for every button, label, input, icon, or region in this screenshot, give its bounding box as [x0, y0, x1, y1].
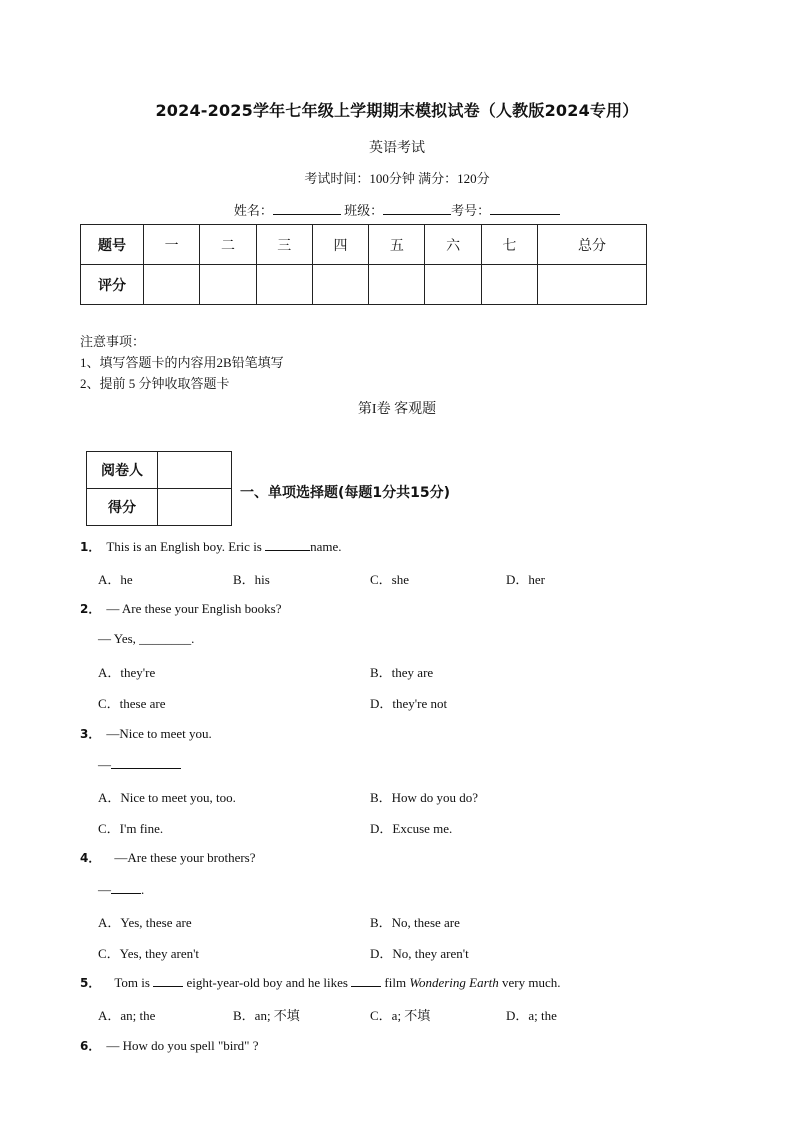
option-b[interactable]: B．an; 不填: [233, 1008, 300, 1023]
name-label: 姓名：: [233, 203, 273, 218]
notes-heading: 注意事项：: [80, 334, 146, 349]
answer-blank: [111, 756, 181, 769]
score-cell[interactable]: [200, 265, 256, 305]
exam-title: 2024-2025学年七年级上学期期末模拟试卷（人教版2024专用）: [155, 101, 639, 120]
option-d[interactable]: D．her: [506, 572, 545, 587]
option-b[interactable]: B．No, these are: [370, 915, 460, 930]
option-b[interactable]: B．How do you do?: [370, 790, 478, 805]
part-one-title: 一、单项选择题(每题1分共15分): [240, 485, 451, 501]
score-col-3: 三: [256, 225, 312, 265]
score-table-score-row: [81, 265, 647, 305]
score-cell[interactable]: [538, 265, 647, 305]
option-d[interactable]: D．No, they aren't: [370, 946, 469, 961]
notes: [80, 331, 284, 394]
reviewer-label: 阅卷人: [87, 452, 158, 489]
name-blank[interactable]: [273, 202, 341, 215]
class-label: 班级：: [344, 203, 384, 218]
section-title: 第I卷 客观题: [357, 402, 437, 417]
question-stem: — Are these your English books?: [106, 601, 282, 616]
score-label: 得分: [87, 489, 158, 526]
option-a[interactable]: A．an; the: [98, 1008, 156, 1023]
option-b[interactable]: B．his: [233, 572, 270, 587]
dash: —: [98, 757, 111, 772]
answer-blank: [111, 881, 141, 894]
score-col-7: 七: [481, 225, 537, 265]
answer-line: — .: [98, 882, 145, 897]
question-stem: eight-year-old boy and he likes: [183, 975, 352, 990]
answer-blank: [265, 538, 310, 551]
exam-subject: 英语考试: [369, 140, 425, 156]
option-a[interactable]: A．they're: [98, 665, 156, 680]
question-number: 5．: [80, 976, 101, 990]
option-a[interactable]: A．Yes, these are: [98, 915, 192, 930]
question-stem: —Are these your brothers?: [114, 850, 256, 865]
score-col-5: 五: [369, 225, 425, 265]
reviewer-cell[interactable]: [158, 452, 232, 489]
score-cell[interactable]: [425, 265, 481, 305]
question-stem: —Nice to meet you.: [106, 726, 212, 741]
exam-meta: 考试时间：100分钟 满分：120分: [304, 171, 490, 186]
question-3: [80, 725, 212, 742]
note-item: 2、提前 5 分钟收取答题卡: [80, 376, 230, 391]
score-cell[interactable]: [256, 265, 312, 305]
question-2: [80, 600, 281, 617]
question-1: [80, 538, 342, 555]
question-number: 3．: [80, 727, 101, 741]
question-number: 4．: [80, 851, 101, 865]
question-number: 2．: [80, 602, 101, 616]
option-c[interactable]: C．these are: [98, 696, 166, 711]
question-stem: very much.: [498, 975, 561, 990]
question-stem: film: [381, 975, 410, 990]
number-label: 考号：: [451, 203, 491, 218]
question-stem: This is an English boy. Eric is: [106, 539, 266, 554]
question-stem: — How do you spell "bird" ?: [106, 1038, 259, 1053]
number-blank[interactable]: [490, 202, 560, 215]
note-item: 1、填写答题卡的内容用2B铅笔填写: [80, 355, 284, 370]
question-4: [80, 849, 256, 866]
option-d[interactable]: D．a; the: [506, 1008, 557, 1023]
option-a[interactable]: A．Nice to meet you, too.: [98, 790, 236, 805]
score-table-header-row: [81, 225, 647, 265]
question-number: 6．: [80, 1039, 101, 1053]
option-d[interactable]: D．they're not: [370, 696, 448, 711]
answer-blank: [351, 974, 381, 987]
grader-table: [86, 451, 232, 526]
option-a[interactable]: A．he: [98, 572, 133, 587]
option-c[interactable]: C．I'm fine.: [98, 821, 164, 836]
question-6: [80, 1037, 259, 1054]
question-number: 1．: [80, 540, 101, 554]
score-col-1: 一: [144, 225, 200, 265]
question-stem: name.: [310, 539, 342, 554]
score-cell[interactable]: [144, 265, 200, 305]
question-5: [80, 974, 561, 991]
score-col-4: 四: [312, 225, 368, 265]
score-col-2: 二: [200, 225, 256, 265]
option-c[interactable]: C．a; 不填: [370, 1008, 431, 1023]
student-info-line: [0, 200, 794, 219]
score-row-label: 题号: [81, 225, 144, 265]
score-col-total: 总分: [538, 225, 647, 265]
score-cell[interactable]: [481, 265, 537, 305]
question-stem: Tom is: [114, 975, 154, 990]
answer-line: — Yes, ________.: [98, 631, 195, 646]
class-blank[interactable]: [383, 202, 451, 215]
answer-blank: [153, 974, 183, 987]
score-table: [80, 224, 647, 305]
score-value-cell[interactable]: [158, 489, 232, 526]
score-row2-label: 评分: [81, 265, 144, 305]
score-col-6: 六: [425, 225, 481, 265]
film-title: Wondering Earth: [409, 975, 499, 990]
option-c[interactable]: C．Yes, they aren't: [98, 946, 200, 961]
option-c[interactable]: C．she: [370, 572, 410, 587]
option-b[interactable]: B．they are: [370, 665, 434, 680]
dash: —: [98, 882, 111, 897]
option-d[interactable]: D．Excuse me.: [370, 821, 453, 836]
answer-line: [98, 756, 181, 773]
score-cell[interactable]: [369, 265, 425, 305]
score-cell[interactable]: [312, 265, 368, 305]
